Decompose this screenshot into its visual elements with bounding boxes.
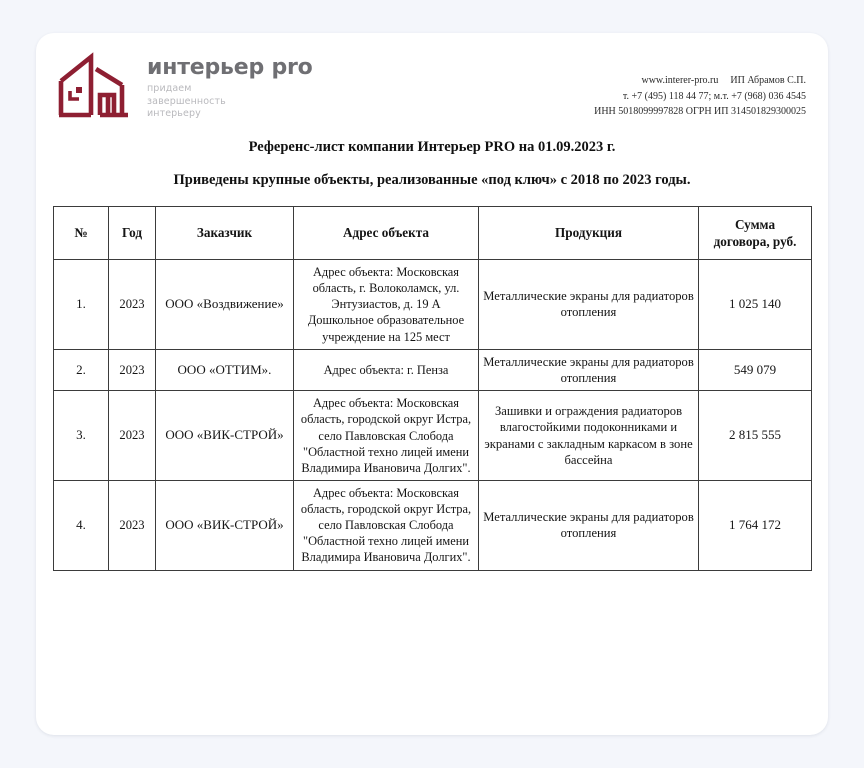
cell-customer: ООО «Воздвижение»: [156, 260, 294, 350]
cell-address: Адрес объекта: Московская область, городской округ Истра, село Павловская Слобода "Областной техно лицей имени Владимира Ивановича Долгих".: [294, 391, 479, 481]
brand-name: интерьер pro: [147, 55, 313, 80]
cell-address: Адрес объекта: Московская область, городской округ Истра, село Павловская Слобода "Областной техно лицей имени Владимира Ивановича Долгих".: [294, 480, 479, 570]
table-row: [54, 349, 812, 391]
cell-number: 4.: [54, 480, 109, 570]
cell-year: 2023: [109, 349, 156, 391]
cell-address: Адрес объекта: г. Пенза: [294, 349, 479, 391]
cell-number: 2.: [54, 349, 109, 391]
brand-tagline-line-3: интерьеру: [147, 108, 201, 120]
cell-sum: 1 764 172: [699, 480, 812, 570]
table-header-row: [54, 207, 812, 260]
document-card: [36, 33, 828, 735]
column-header-product: Продукция: [479, 207, 699, 260]
brand-tagline: [147, 83, 313, 121]
cell-number: 3.: [54, 391, 109, 481]
document-body: [36, 33, 828, 735]
cell-sum: 549 079: [699, 349, 812, 391]
contact-registry: ИНН 5018099997828 ОГРН ИП 314501829300025: [594, 106, 806, 117]
brand-text: [147, 51, 313, 121]
cell-customer: ООО «ВИК-СТРОЙ»: [156, 391, 294, 481]
cell-year: 2023: [109, 391, 156, 481]
contact-info: [594, 51, 806, 120]
cell-year: 2023: [109, 260, 156, 350]
brand-tagline-line-2: завершенность: [147, 95, 226, 107]
house-outline-icon: [56, 51, 138, 125]
cell-product: Металлические экраны для радиаторов отопления: [479, 260, 699, 350]
brand-tagline-line-1: придаем: [147, 83, 192, 94]
reference-table: [53, 206, 812, 571]
contact-website-owner: [594, 73, 806, 89]
column-header-customer: Заказчик: [156, 207, 294, 260]
column-header-sum: [699, 207, 812, 260]
table-header: [54, 207, 812, 260]
table-row: [54, 480, 812, 570]
company-logo: [56, 51, 313, 125]
table-row: [54, 391, 812, 481]
table-body: [54, 260, 812, 571]
cell-customer: ООО «ВИК-СТРОЙ»: [156, 480, 294, 570]
cell-product: Металлические экраны для радиаторов отопления: [479, 349, 699, 391]
cell-sum: 2 815 555: [699, 391, 812, 481]
cell-product: Металлические экраны для радиаторов отопления: [479, 480, 699, 570]
table-row: [54, 260, 812, 350]
column-header-address: Адрес объекта: [294, 207, 479, 260]
cell-address: Адрес объекта: Московская область, г. Волоколамск, ул. Энтузиастов, д. 19 А Дошкольное образовательное учреждение на 125 мест: [294, 260, 479, 350]
cell-year: 2023: [109, 480, 156, 570]
website-text: www.interer-pro.ru: [641, 75, 719, 86]
column-header-year: Год: [109, 207, 156, 260]
cell-number: 1.: [54, 260, 109, 350]
column-header-sum-line-2: договора, руб.: [713, 234, 797, 249]
column-header-number: №: [54, 207, 109, 260]
page-subtitle: Приведены крупные объекты, реализованные «под ключ» с 2018 по 2023 годы.: [173, 172, 691, 188]
reference-table-container: [53, 206, 811, 571]
owner-text: ИП Абрамов С.П.: [730, 75, 806, 86]
contact-phones: т. +7 (495) 118 44 77; м.т. +7 (968) 036 4545: [622, 90, 806, 102]
cell-product: Зашивки и ограждения радиаторов влагостойкими подоконниками и экранами с закладным каркасом в зоне бассейна: [479, 391, 699, 481]
cell-customer: ООО «ОТТИМ».: [156, 349, 294, 391]
letterhead: [36, 33, 828, 125]
page-title: Референс-лист компании Интерьер PRO на 01.09.2023 г.: [248, 139, 616, 155]
cell-sum: 1 025 140: [699, 260, 812, 350]
column-header-sum-line-1: Сумма: [734, 216, 776, 232]
